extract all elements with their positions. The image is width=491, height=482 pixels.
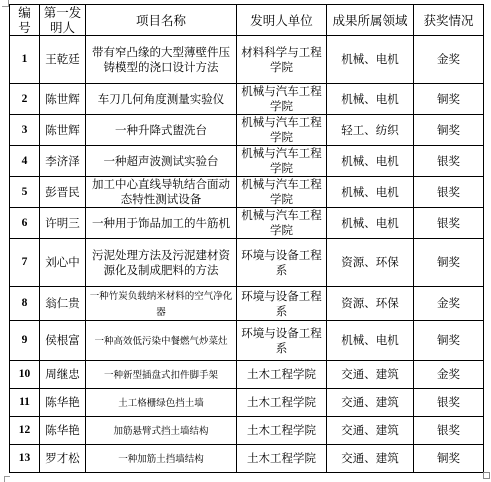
- award-status: 铜奖: [414, 115, 484, 146]
- award-status: 银奖: [414, 146, 484, 177]
- field: 机械、电机: [327, 84, 414, 115]
- table-row: [10, 417, 484, 445]
- row-number: 11: [10, 389, 40, 417]
- inventor-unit: 环境与设备工程系: [237, 239, 327, 287]
- row-number: 5: [10, 177, 40, 208]
- project-name: [86, 389, 237, 417]
- inventor-unit: 材料科学与工程学院: [237, 36, 327, 84]
- field: 资源、环保: [327, 287, 414, 321]
- field: 机械、电机: [327, 177, 414, 208]
- field: 交通、建筑: [327, 389, 414, 417]
- project-name-text: 一种竹炭负载纳米材料的空气净化器: [89, 290, 233, 318]
- inventor-unit: 环境与设备工程系: [237, 287, 327, 321]
- inventor-unit: 机械与汽车工程学院: [237, 208, 327, 239]
- award-status: 铜奖: [414, 445, 484, 473]
- table-row: [10, 389, 484, 417]
- award-status: 金奖: [414, 361, 484, 389]
- first-inventor: 罗才松: [40, 445, 86, 473]
- project-name-text: 一种新型插盘式扣件脚手架: [103, 369, 218, 381]
- project-name: 一种用于饰品加工的牛筋机: [86, 208, 237, 239]
- table-header: [10, 5, 484, 36]
- award-status: 金奖: [414, 36, 484, 84]
- inventor-unit: 机械与汽车工程学院: [237, 177, 327, 208]
- table-row: [10, 177, 484, 208]
- table-row: [10, 287, 484, 321]
- first-inventor: 彭晋民: [40, 177, 86, 208]
- field: 交通、建筑: [327, 361, 414, 389]
- field: 资源、环保: [327, 239, 414, 287]
- table-row: [10, 445, 484, 473]
- table-row: [10, 115, 484, 146]
- inventor-unit: 土木工程学院: [237, 389, 327, 417]
- field: 交通、建筑: [327, 417, 414, 445]
- field: 机械、电机: [327, 36, 414, 84]
- field: 机械、电机: [327, 321, 414, 361]
- award-status: 银奖: [414, 417, 484, 445]
- field: 机械、电机: [327, 146, 414, 177]
- project-name: [86, 445, 237, 473]
- row-number: 3: [10, 115, 40, 146]
- first-inventor: 周继忠: [40, 361, 86, 389]
- inventor-unit: 环境与设备工程系: [237, 321, 327, 361]
- row-number: 8: [10, 287, 40, 321]
- first-inventor: 陈华艳: [40, 417, 86, 445]
- inventor-unit: 机械与汽车工程学院: [237, 146, 327, 177]
- project-name-text: 加筋悬臂式挡土墙结构: [113, 425, 209, 437]
- first-inventor: 陈世辉: [40, 115, 86, 146]
- row-number: 10: [10, 361, 40, 389]
- award-status: 银奖: [414, 208, 484, 239]
- header-first-inventor: 第一发明人: [40, 5, 86, 36]
- first-inventor: 李济泽: [40, 146, 86, 177]
- first-inventor: 陈华艳: [40, 389, 86, 417]
- crop-mark-top-left: [2, 0, 9, 7]
- row-number: 7: [10, 239, 40, 287]
- inventor-unit: 土木工程学院: [237, 361, 327, 389]
- row-number: 13: [10, 445, 40, 473]
- header-field: 成果所属领域: [327, 5, 414, 36]
- crop-mark-bottom-left: [4, 476, 10, 482]
- header-number: 编号: [10, 5, 40, 36]
- row-number: 4: [10, 146, 40, 177]
- header-inventor-unit: 发明人单位: [237, 5, 327, 36]
- field: 机械、电机: [327, 208, 414, 239]
- row-number: 1: [10, 36, 40, 84]
- project-name: 带有窄凸缘的大型薄壁件压铸模型的浇口设计方法: [86, 36, 237, 84]
- awards-table: [9, 4, 484, 473]
- project-name: 一种升降式盥洗台: [86, 115, 237, 146]
- project-name: 加工中心直线导轨结合面动态特性测试设备: [86, 177, 237, 208]
- award-status: 银奖: [414, 177, 484, 208]
- award-status: 银奖: [414, 389, 484, 417]
- project-name-text: 土工格栅绿色挡土墙: [118, 397, 204, 409]
- header-award: 获奖情况: [414, 5, 484, 36]
- project-name: [86, 417, 237, 445]
- table-row: [10, 321, 484, 361]
- project-name: 污泥处理方法及污泥建材资源化及制成肥料的方法: [86, 239, 237, 287]
- first-inventor: 刘心中: [40, 239, 86, 287]
- first-inventor: 侯根富: [40, 321, 86, 361]
- inventor-unit: 机械与汽车工程学院: [237, 115, 327, 146]
- award-status: 金奖: [414, 287, 484, 321]
- project-name: 车刀几何角度测量实验仪: [86, 84, 237, 115]
- table-row: [10, 36, 484, 84]
- first-inventor: 陈世辉: [40, 84, 86, 115]
- first-inventor: 翁仁贵: [40, 287, 86, 321]
- project-name: [86, 321, 237, 361]
- crop-mark-bottom-right: [483, 472, 490, 479]
- award-status: 铜奖: [414, 84, 484, 115]
- table-row: [10, 361, 484, 389]
- project-name: [86, 287, 237, 321]
- inventor-unit: 土木工程学院: [237, 417, 327, 445]
- header-project-name: 项目名称: [86, 5, 237, 36]
- table-row: [10, 84, 484, 115]
- table-row: [10, 239, 484, 287]
- field: 交通、建筑: [327, 445, 414, 473]
- row-number: 9: [10, 321, 40, 361]
- header-row: [10, 5, 484, 36]
- award-status: 铜奖: [414, 321, 484, 361]
- project-name-text: 一种高效低污染中餐燃气炒菜灶: [94, 335, 228, 347]
- inventor-unit: 土木工程学院: [237, 445, 327, 473]
- row-number: 6: [10, 208, 40, 239]
- first-inventor: 许明三: [40, 208, 86, 239]
- row-number: 2: [10, 84, 40, 115]
- row-number: 12: [10, 417, 40, 445]
- award-status: 铜奖: [414, 239, 484, 287]
- table-row: [10, 146, 484, 177]
- table-row: [10, 208, 484, 239]
- first-inventor: 王乾廷: [40, 36, 86, 84]
- project-name: 一种超声波测试实验台: [86, 146, 237, 177]
- project-name-text: 一种加筋土挡墙结构: [118, 453, 204, 465]
- field: 轻工、纺织: [327, 115, 414, 146]
- table-body: [10, 36, 484, 473]
- inventor-unit: 机械与汽车工程学院: [237, 84, 327, 115]
- project-name: [86, 361, 237, 389]
